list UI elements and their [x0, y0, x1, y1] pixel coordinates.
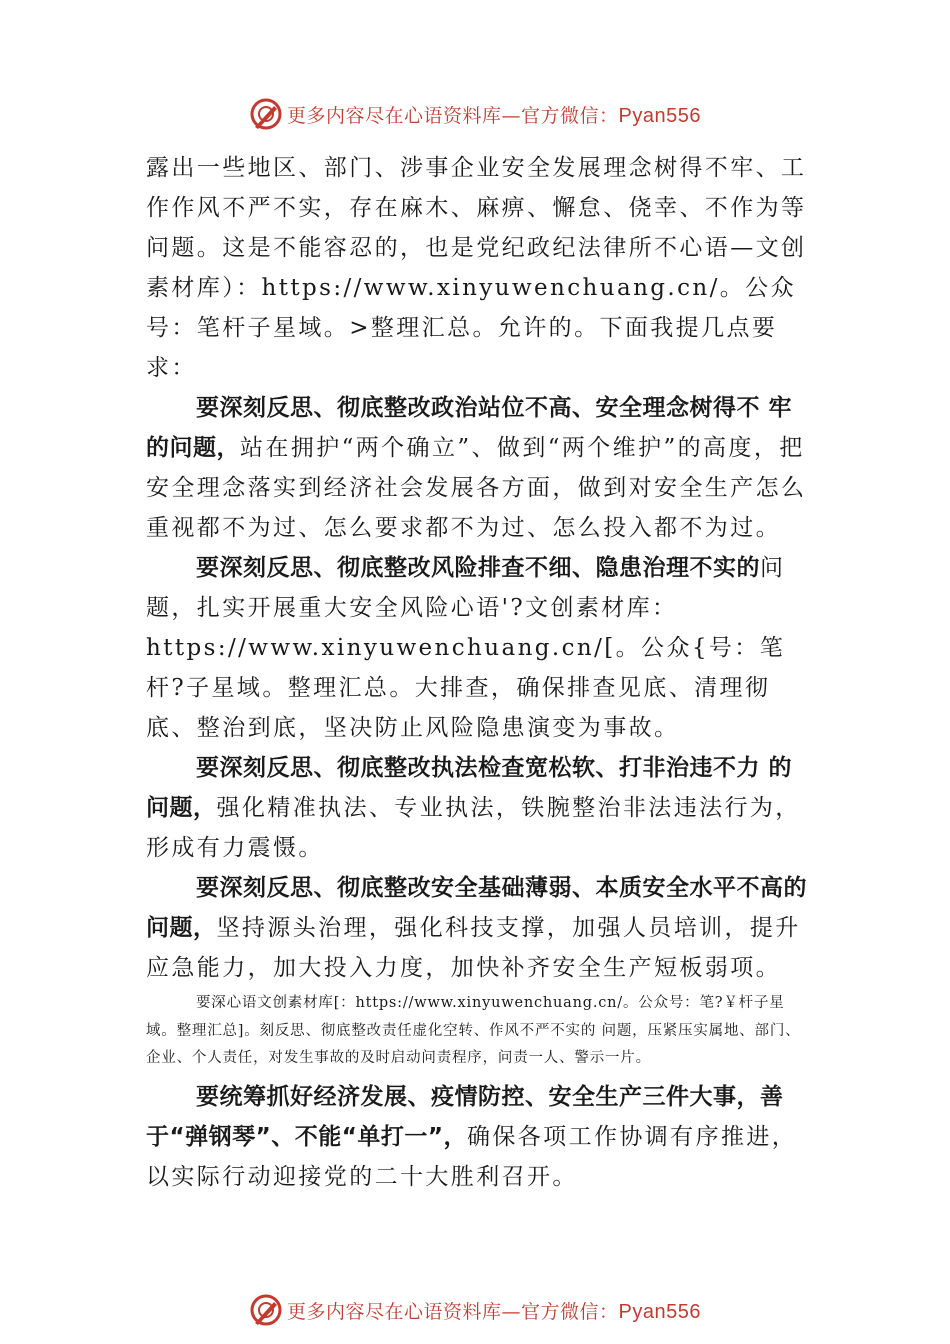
pen-logo-icon: [249, 97, 283, 131]
banner-text: 更多内容尽在心语资料库—官方微信：Pyan556: [287, 104, 701, 127]
footer-banner: [0, 1288, 950, 1332]
bold-lead: 要深刻反思、彻底整改执法检查宽松软、打非治违不力 的问题，: [146, 755, 793, 821]
pen-logo-icon: [249, 1293, 283, 1327]
document-body: [146, 148, 811, 1197]
paragraph: 要深刻反思、彻底整改执法检查宽松软、打非治违不力 的问题，强化精准执法、专业执法，铁腕整治非法违法行为，形成有力震慑。: [146, 755, 801, 861]
header-banner: [0, 92, 950, 136]
paragraph: 要深刻反思、彻底整改风险排查不细、隐患治理不实的问题，扎实开展重大安全风险心语'?文创素材库：https://www.xinyuwenchuang.cn/[。公众{号：笔杆?子星域。整理汇总。大排查，确保排查见底、清理彻底、整治到底，坚决防止风险隐患演变为事故。: [146, 555, 786, 741]
bold-lead: 要深刻反思、彻底整改政治站位不高、安全理念树得不 牢的问题，: [146, 395, 793, 461]
paragraph: 要深刻反思、彻底整改政治站位不高、安全理念树得不 牢的问题，站在拥护“两个确立”、做到“两个维护”的高度，把安全理念落实到经济社会发展各方面，做到对安全生产怎么重视都不为过、怎么要求都不为过、怎么投入都不为过。: [146, 395, 807, 541]
paragraph: 要深刻反思、彻底整改安全基础薄弱、本质安全水平不高的问题，坚持源头治理，强化科技支撑，加强人员培训，提升应急能力，加大投入力度，加快补齐安全生产短板弱项。: [146, 875, 807, 981]
bold-lead: 要统筹抓好经济发展、疫情防控、安全生产三件大事，善于“弹钢琴”、不能“单打一”，: [146, 1083, 784, 1150]
small-paragraph: 要深心语文创素材库[：https://www.xinyuwenchuang.cn/。公众号：笔?￥杆子星域。整理汇总]。刻反思、彻底整改责任虚化空转、作风不严不实的 问题，压紧压实属地、部门、企业、个人责任，对发生事故的及时启动问责程序，问责一人、警示一片。: [146, 995, 801, 1066]
paragraph: 露出一些地区、部门、涉事企业安全发展理念树得不牢、工作作风不严不实，存在麻木、麻痹、懈怠、侥幸、不作为等问题。这是不能容忍的，也是党纪政纪法律所不心语—文创素材库）：https://www.xinyuwenchuang.cn/。公众号：笔杆子星域。>整理汇总。允许的。下面我提几点要求：: [146, 155, 807, 381]
bold-lead: 要深刻反思、彻底整改安全基础薄弱、本质安全水平不高的问题，: [146, 875, 807, 941]
paragraph: 要统筹抓好经济发展、疫情防控、安全生产三件大事，善于“弹钢琴”、不能“单打一”，确保各项工作协调有序推进，以实际行动迎接党的二十大胜利召开。: [146, 1083, 798, 1190]
bold-lead: 要深刻反思、彻底整改风险排查不细、隐患治理不实的: [196, 555, 760, 581]
banner-text: 更多内容尽在心语资料库—官方微信：Pyan556: [287, 1300, 701, 1323]
